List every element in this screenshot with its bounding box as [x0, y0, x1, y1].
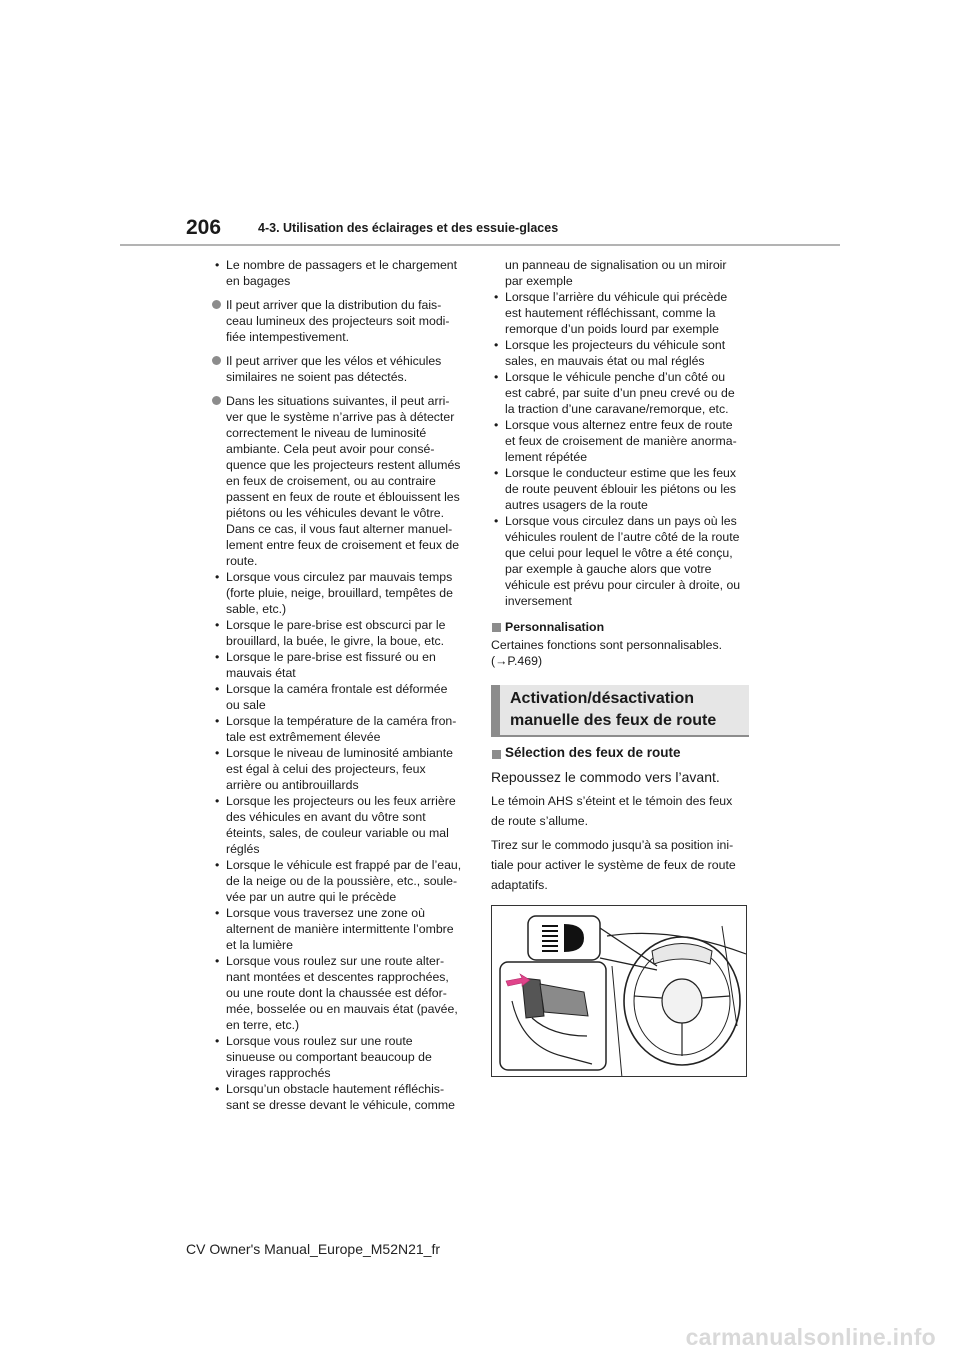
section-heading-underline: [491, 735, 749, 737]
section-heading-line: manuelle des feux de route: [510, 712, 717, 729]
headlight-lever-illustration: [491, 905, 747, 1077]
left-column: [212, 257, 468, 1113]
subsection-heading: Sélection des feux de route: [491, 745, 753, 761]
list-item: • Lorsque les projecteurs du véhicule sont sales, en mauvais état ou mal réglés: [491, 337, 753, 369]
page-reference-link[interactable]: (→P.469): [491, 654, 543, 668]
instruction-text: Repoussez le commodo vers l’avant.: [491, 769, 720, 785]
circle-bullet-icon: [212, 356, 221, 365]
watermark: carmanualsonline.info: [685, 1324, 936, 1350]
section-title: 4-3. Utilisation des éclairages et des essuie-glaces: [258, 221, 559, 235]
list-item: • Lorsque vous traversez une zone où alternent de manière intermittente l’ombre et la lumière: [212, 905, 468, 953]
list-item: • Lorsque vous circulez par mauvais temps (forte pluie, neige, brouillard, tempêtes de sable, etc.): [212, 569, 468, 617]
square-bullet-icon: [492, 750, 501, 759]
page-number: 206: [186, 216, 222, 239]
list-item: • Lorsque vous roulez sur une route alter- nant montées et descentes rapprochées, ou une route dont la chaussée est défor- mée, bosselée ou en mauvais état (pavée, en terre, etc.): [212, 953, 468, 1033]
list-item: • Lorsque la caméra frontale est déformée ou sale: [212, 681, 468, 713]
personnalisation-text: Certaines fonctions sont personnalisables.: [491, 638, 723, 652]
list-item: • Lorsque le pare-brise est fissuré ou en mauvais état: [212, 649, 468, 681]
section-heading-line: Activation/désactivation: [510, 690, 695, 707]
right-column: [491, 257, 753, 1077]
section-heading-box: [491, 685, 749, 735]
condition-list: [212, 569, 468, 1113]
list-item: • Lorsque le conducteur estime que les feux de route peuvent éblouir les piétons ou les autres usagers de la route: [491, 465, 753, 513]
list-item: • Lorsque vous alternez entre feux de route et feux de croisement de manière anorma- lement répétée: [491, 417, 753, 465]
list-item-continuation: un panneau de signalisation ou un miroir par exemple: [505, 258, 727, 288]
list-item: • Lorsque le véhicule est frappé par de l’eau, de la neige ou de la poussière, etc., soule- vée par un autre qui le précède: [212, 857, 468, 905]
illustration-svg: [492, 906, 747, 1077]
explanation-paragraph: Le témoin AHS s’éteint et le témoin des feux de route s’allume.: [491, 794, 733, 828]
circle-bullet-icon: [212, 396, 221, 405]
personnalisation-heading: Personnalisation: [491, 619, 753, 635]
list-item: • Lorsque la température de la caméra fron- tale est extrêmement élevée: [212, 713, 468, 745]
square-bullet-icon: [492, 623, 501, 632]
document-name: CV Owner's Manual_Europe_M52N21_fr: [186, 1241, 441, 1257]
list-item: • Lorsque vous circulez dans un pays où les véhicules roulent de l’autre côté de la route que celui pour lequel le vôtre a été conçu, par exemple à gauche alors que votre véhicule est prévu pour circuler à droite, ou inversement: [491, 513, 753, 609]
list-item: • Le nombre de passagers et le chargement en bagages: [212, 257, 468, 289]
list-item: • Lorsque l’arrière du véhicule qui précède est hautement réfléchissant, comme la remorque d’un poids lourd par exemple: [491, 289, 753, 337]
circle-bullet-item: Il peut arriver que les vélos et véhicules similaires ne soient pas détectés.: [212, 353, 468, 385]
circle-bullet-icon: [212, 300, 221, 309]
header-divider: [120, 244, 840, 246]
explanation-paragraph: Tirez sur le commodo jusqu’à sa position ini- tiale pour activer le système de feux de route adaptatifs.: [491, 838, 736, 892]
list-item: • Lorsque le niveau de luminosité ambiante est égal à celui des projecteurs, feux arrière ou antibrouillards: [212, 745, 468, 793]
circle-bullet-item: Dans les situations suivantes, il peut arri- ver que le système n’arrive pas à détecter correctement le niveau de luminosité ambiante. Cela peut avoir pour consé- quence que les projecteurs restent allumés en feux de croisement, ou au contraire passent en feux de route et éblouissent les piétons ou les véhicules devant le vôtre. Dans ce cas, il vous faut alterner manuel- lement entre feux de croisement et feux de route.: [212, 393, 468, 569]
list-item: • Lorsque les projecteurs ou les feux arrière des véhicules en avant du vôtre sont éteints, sales, de couleur variable ou mal réglés: [212, 793, 468, 857]
list-item: • Lorsque le véhicule penche d’un côté ou est cabré, par suite d’un pneu crevé ou de la traction d’une caravane/remorque, etc.: [491, 369, 753, 417]
circle-bullet-item: Il peut arriver que la distribution du fais- ceau lumineux des projecteurs soit modi- fiée intempestivement.: [212, 297, 468, 345]
list-item: • Lorsqu’un obstacle hautement réfléchis- sant se dresse devant le véhicule, comme: [212, 1081, 468, 1113]
list-item: • Lorsque le pare-brise est obscurci par le brouillard, la buée, le givre, la boue, etc.: [212, 617, 468, 649]
list-item: • Lorsque vous roulez sur une route sinueuse ou comportant beaucoup de virages rapprochés: [212, 1033, 468, 1081]
